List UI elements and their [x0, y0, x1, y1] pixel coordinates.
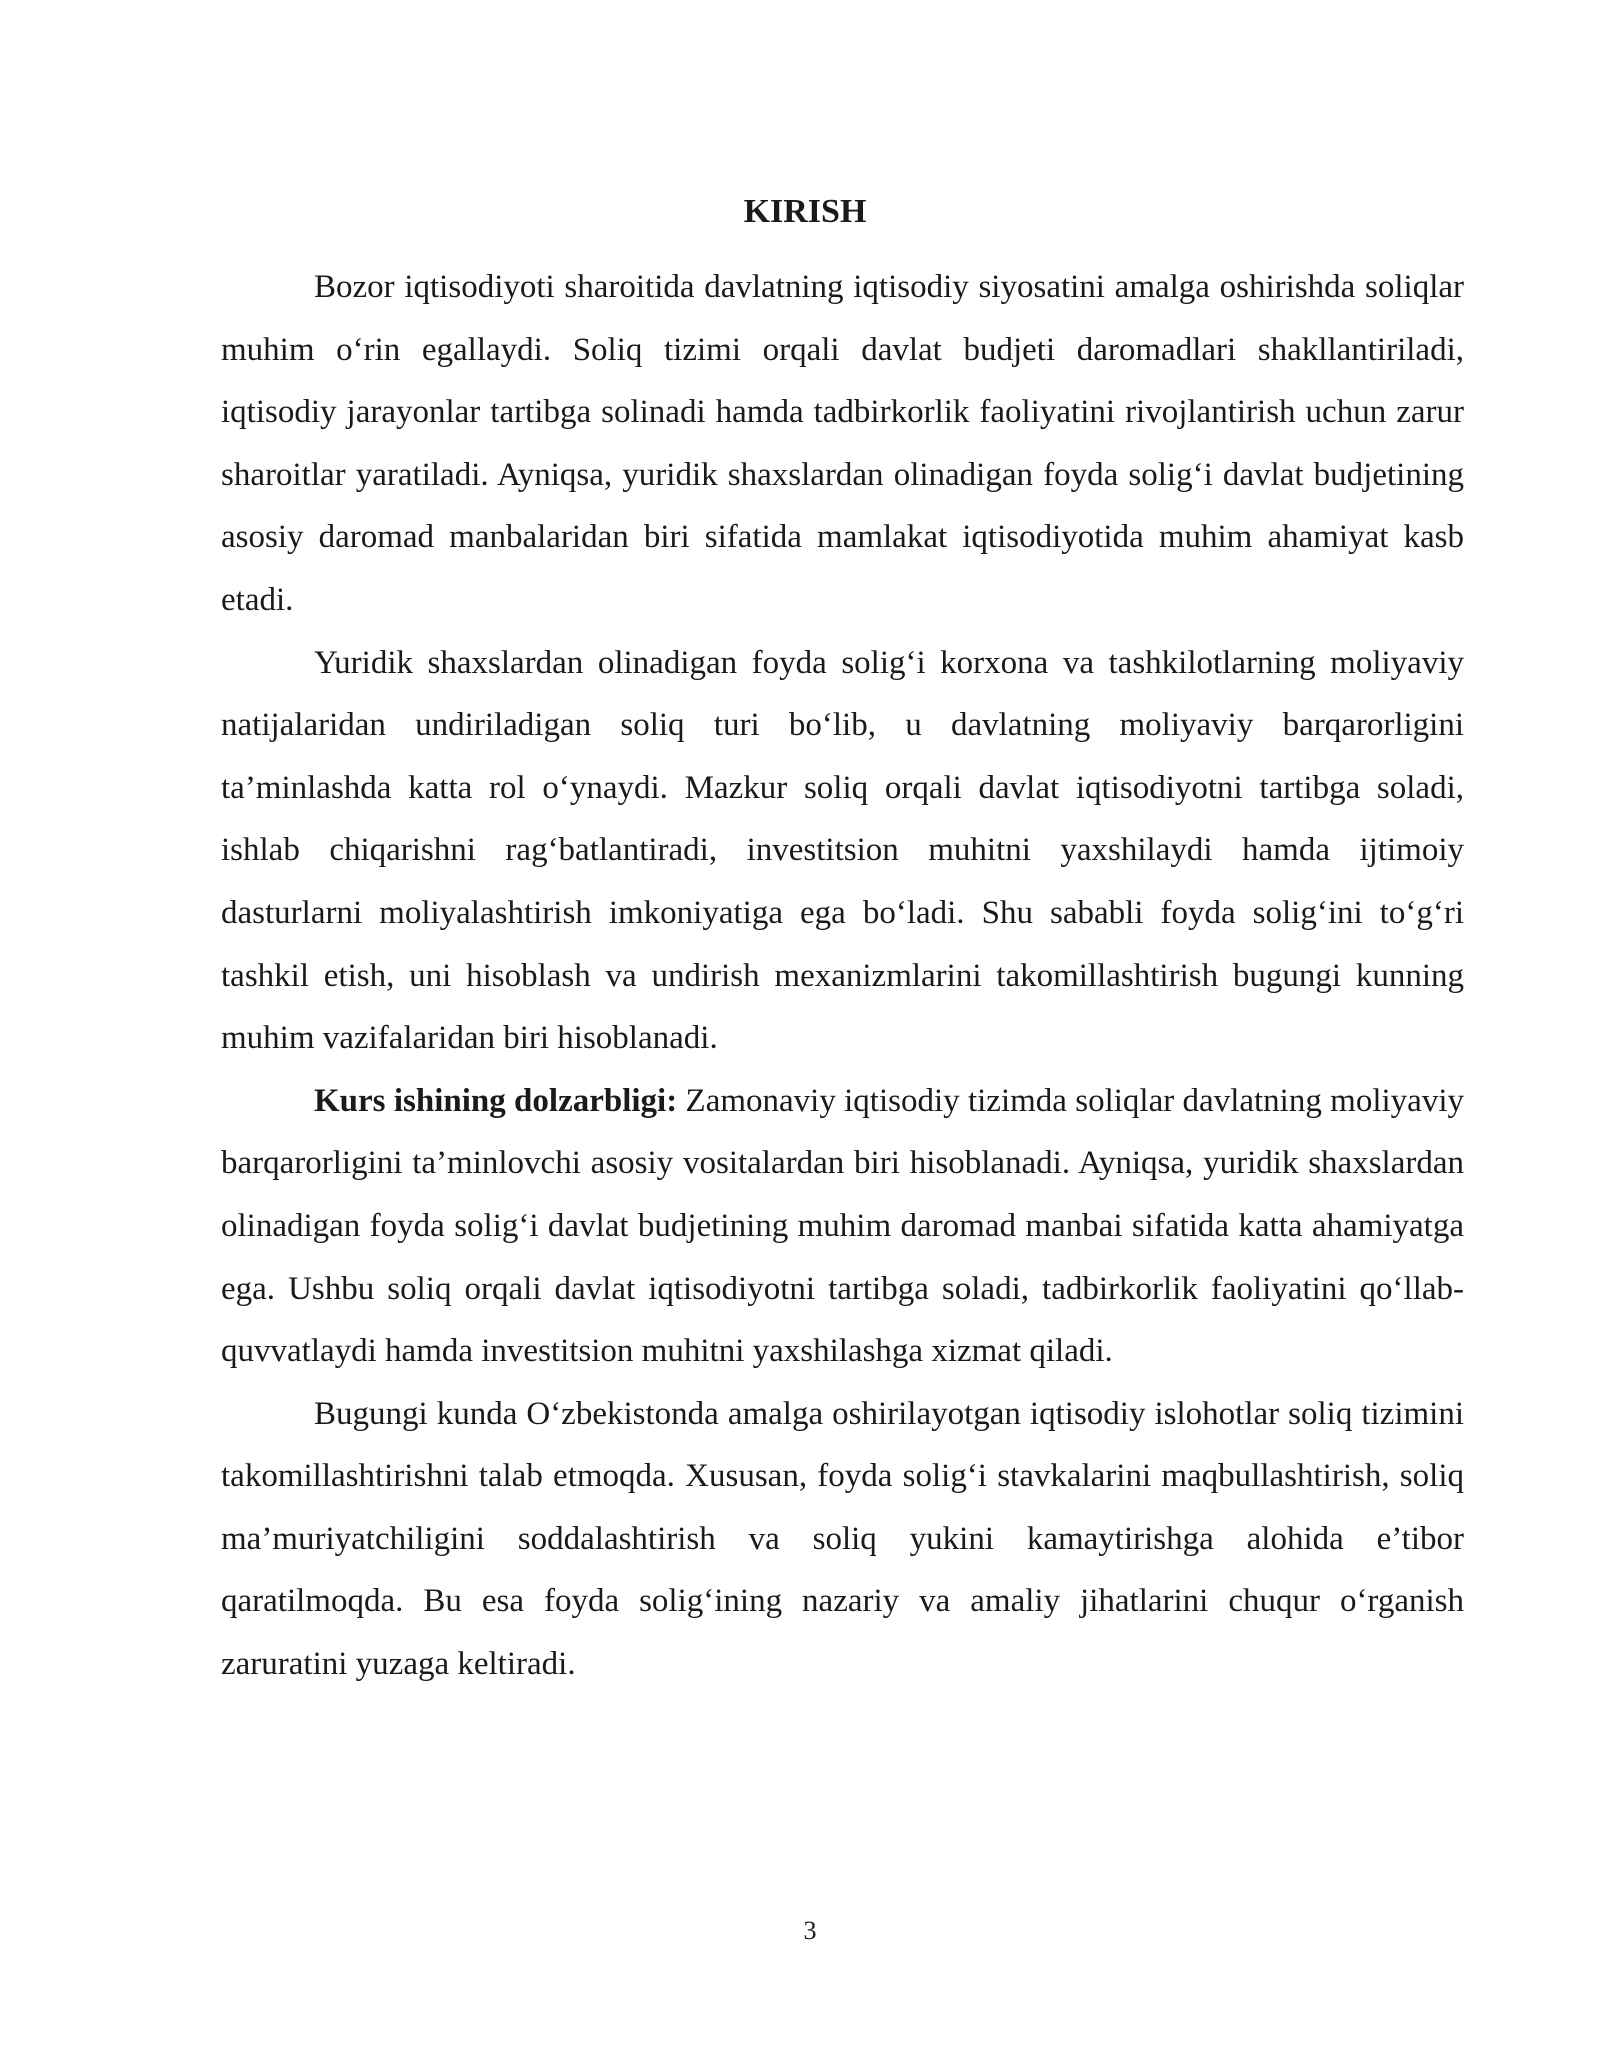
paragraph-4-text: Bugungi kunda O‘zbekistonda amalga oshirilayotgan iqtisodiy islohotlar soliq tizimini takomillashtirishni talab etmoqda. Xususan, foyda solig‘i stavkalarini maqbullashtirish, soliq ma’muriyatchiligini soddalashtirish va soliq yukini kamaytirishga alohida e’tibor qaratilmoqda. Bu esa foyda solig‘ining nazariy va amaliy jihatlarini chuqur o‘rganish zaruratini yuzaga keltiradi. — [221, 1395, 1464, 1683]
page-number: 3 — [803, 1916, 817, 1945]
paragraph-3 — [221, 1070, 1464, 1383]
paragraph-2-text: Yuridik shaxslardan olinadigan foyda solig‘i korxona va tashkilotlarning moliyaviy natijalaridan undiriladigan soliq turi bo‘lib, u davlatning moliyaviy barqarorligini ta’minlashda katta rol o‘ynaydi. Mazkur soliq orqali davlat iqtisodiyotni tartibga soladi, ishlab chiqarishni rag‘batlantiradi, investitsion muhitni yaxshilaydi hamda ijtimoiy dasturlarni moliyalashtirish imkoniyatiga ega bo‘ladi. Shu sababli foyda solig‘ini to‘g‘ri tashkil etish, uni hisoblash va undirish mexanizmlarini takomillashtirish bugungi kunning muhim vazifalaridan biri hisoblanadi. — [221, 644, 1464, 1057]
paragraph-1-text: Bozor iqtisodiyoti sharoitida davlatning iqtisodiy siyosatini amalga oshirishda soliqlar muhim o‘rin egallaydi. Soliq tizimi orqali davlat budjeti daromadlari shakllantiriladi, iqtisodiy jarayonlar tartibga solinadi hamda tadbirkorlik faoliyatini rivojlantirish uchun zarur sharoitlar yaratiladi. Ayniqsa, yuridik shaxslardan olinadigan foyda solig‘i davlat budjetining asosiy daromad manbalaridan biri sifatida mamlakat iqtisodiyotida muhim ahamiyat kasb etadi. — [221, 269, 1464, 618]
paragraph-2 — [221, 632, 1464, 1070]
paragraph-3-lead: Kurs ishining dolzarbligi: — [314, 1082, 678, 1119]
page-title: KIRISH — [743, 193, 867, 230]
paragraph-1 — [221, 256, 1464, 632]
body-text — [221, 256, 1464, 1696]
paragraph-3-text: Zamonaviy iqtisodiy tizimda soliqlar davlatning moliyaviy barqarorligini ta’minlovchi asosiy vositalardan biri hisoblanadi. Ayniqsa, yuridik shaxslardan olinadigan foyda solig‘i davlat budjetining muhim daromad manbai sifatida katta ahamiyatga ega. Ushbu soliq orqali davlat iqtisodiyotni tartibga soladi, tadbirkorlik faoliyatini qo‘llab-quvvatlaydi hamda investitsion muhitni yaxshilashga xizmat qiladi. — [221, 1082, 1464, 1370]
paragraph-4 — [221, 1383, 1464, 1696]
